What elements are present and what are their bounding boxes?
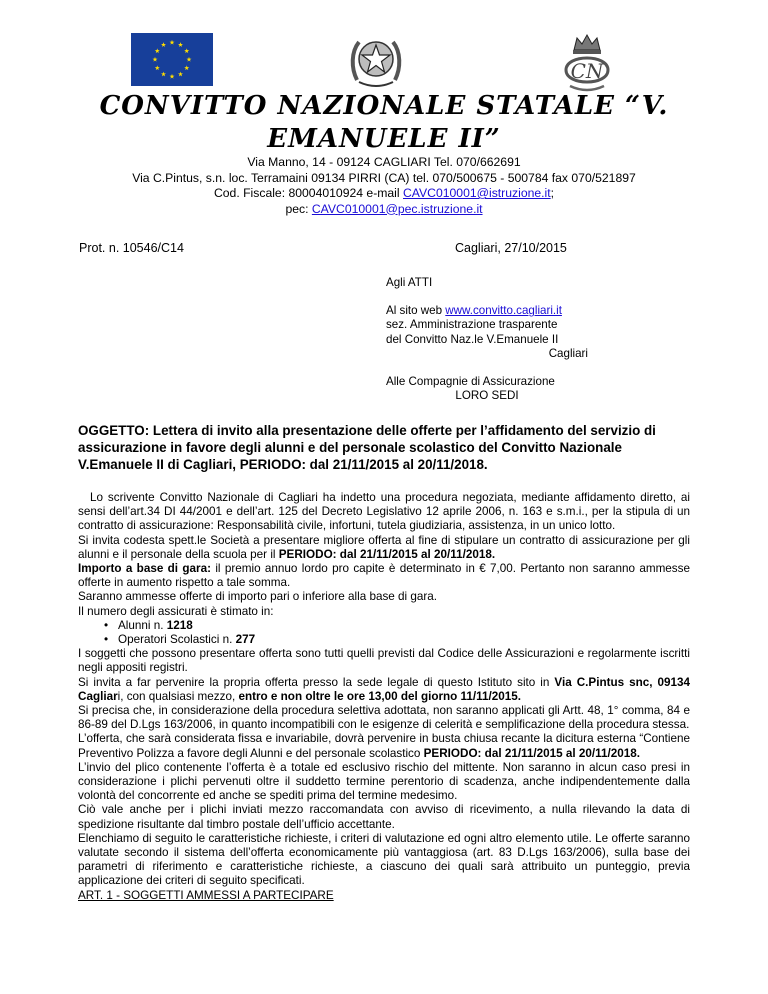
email-link[interactable]: CAVC010001@istruzione.it xyxy=(403,186,551,200)
list-item: • Alunni n. 1218 xyxy=(118,619,690,633)
page-title xyxy=(90,90,678,156)
title-line: CONVITTO NAZIONALE STATALE “V. xyxy=(99,91,669,121)
eu-star xyxy=(187,57,192,62)
recipients-block xyxy=(386,276,588,417)
eu-star xyxy=(170,74,175,79)
address-line: Via Manno, 14 - 09124 CAGLIARI Tel. 070/662691 xyxy=(247,155,521,169)
title-line: EMANUELE II” xyxy=(267,124,501,154)
eu-star xyxy=(161,42,166,47)
paragraph: L’offerta, che sarà considerata fissa e invariabile, dovrà pervenire in busta chiusa recante la dicitura esterna “Contiene Preventivo Polizza a favore degli Alunni e del personale scolastico PERIODO: dal 21/11/2015 al 20/11/2018. xyxy=(78,732,690,760)
recipient-website: Al sito web www.convitto.cagliari.it sez. Amministrazione trasparente del Convitto Naz.le V.Emanuele II Cagliari xyxy=(386,304,588,360)
pec-line: pec: CAVC010001@pec.istruzione.it xyxy=(285,201,483,216)
italian-republic-emblem-icon xyxy=(349,32,403,90)
svg-text:CN: CN xyxy=(570,59,604,83)
fiscal-code-email-line: Cod. Fiscale: 80004010924 e-mail CAVC010001@istruzione.it; xyxy=(213,186,555,200)
eu-star xyxy=(178,72,183,77)
paragraph: I soggetti che possono presentare offerta sono tutti quelli previsti dal Codice delle Assicurazioni e regolarmente iscritti negli appositi registri. xyxy=(78,647,690,675)
paragraph: L’invio del plico contenente l’offerta è a totale ed esclusivo rischio del mittente. Non saranno in alcun caso presi in considerazione i plichi pervenuti oltre il suddetto termine perentorio di scadenza, anche indipendentemente dalla volontà del concorrente ed anche se spediti prima del termine medesimo. xyxy=(78,760,690,803)
eu-star xyxy=(153,57,158,62)
eu-star xyxy=(184,48,189,53)
header-logos xyxy=(0,30,768,90)
eu-star xyxy=(161,72,166,77)
eu-star xyxy=(184,65,189,70)
article-heading: ART. 1 - SOGGETTI AMMESSI A PARTECIPARE xyxy=(78,888,334,902)
eu-star xyxy=(178,42,183,47)
convitto-crest-icon xyxy=(560,30,614,96)
paragraph: Si precisa che, in considerazione della procedura selettiva adottata, non saranno applicati gli Artt. 48, 1° comma, 84 e 86-89 del D.Lgs 163/2006, in quanto incompatibili con le esigenze di celerità e semplificazione della procedura stessa. xyxy=(78,704,690,732)
recipient-atti: Agli ATTI xyxy=(386,276,433,289)
paragraph: Lo scrivente Convitto Nazionale di Cagliari ha indetto una procedura negoziata, mediante affidamento diretto, ai sensi dell’art.34 DI 44/2001 e dell’art. 125 del Decreto Legislativo 12 aprile 2006, n. 163 e s.m.i., per la stipula di un contratto di assicurazione: Responsabilità civile, infortuni, tutela giudiziaria, assistenza, in un unico lotto. xyxy=(78,491,690,533)
paragraph: Importo a base di gara: il premio annuo lordo pro capite è determinato in € 7,00. Pertanto non saranno ammesse offerte in aumento rispetto a tale somma. xyxy=(78,562,690,590)
subject-heading: OGGETTO: Lettera di invito alla presentazione delle offerte per l’affidamento del servizio di assicurazione in favore degli alunni e del personale scolastico del Convitto Nazionale V.Emanuele II di Cagliari, PERIODO: dal 21/11/2015 al 20/11/2018. xyxy=(78,423,656,473)
eu-star xyxy=(155,65,160,70)
paragraph: Si invita a far pervenire la propria offerta presso la sede legale di questo Istituto sito in Via C.Pintus snc, 09134 Cagliari, con qualsiasi mezzo, entro e non oltre le ore 13,00 del giorno 11/11/2015. xyxy=(78,675,690,703)
institution-address xyxy=(40,155,728,217)
paragraph: Il numero degli assicurati è stimato in: xyxy=(78,604,274,618)
address-line: Via C.Pintus, s.n. loc. Terramaini 09134 PIRRI (CA) tel. 070/500675 - 500784 fax 070/521897 xyxy=(132,170,636,185)
paragraph: Elenchiamo di seguito le caratteristiche richieste, i criteri di valutazione ed ogni altro elemento utile. Le offerte saranno valutate secondo il sistema dell’offerta economicamente più vantaggiosa (art. 83 D.Lgs 163/2006), sulla base dei parametri di riferimento e caratteristiche richieste, a ciascuno dei quali sarà attribuito un punteggio, previa applicazione dei criteri di seguito specificati. xyxy=(78,831,690,888)
pec-link[interactable]: CAVC010001@pec.istruzione.it xyxy=(311,201,483,216)
insured-list xyxy=(78,619,690,647)
paragraph: Saranno ammesse offerte di importo pari o inferiore alla base di gara. xyxy=(78,590,438,604)
eu-star xyxy=(155,48,160,53)
recipient-insurers: Alle Compagnie di Assicurazione LORO SEDI xyxy=(386,375,555,403)
document-date: Cagliari, 27/10/2015 xyxy=(455,241,567,255)
protocol-number: Prot. n. 10546/C14 xyxy=(79,241,184,255)
eu-star xyxy=(170,40,175,45)
letter-body xyxy=(78,491,690,903)
eu-flag-icon xyxy=(131,33,213,86)
list-item: • Operatori Scolastici n. 277 xyxy=(118,633,690,647)
paragraph: Si invita codesta spett.le Società a presentare migliore offerta al fine di stipulare un contratto di assicurazione per gli alunni e il personale della scuola per il PERIODO: dal 21/11/2015 al 20/11/2018. xyxy=(78,533,690,561)
paragraph: Ciò vale anche per i plichi inviati mezzo raccomandata con avviso di ricevimento, a nulla rilevando la data di spedizione risultante dal timbro postale dell’ufficio accettante. xyxy=(78,803,690,831)
website-link[interactable]: www.convitto.cagliari.it xyxy=(445,304,562,318)
